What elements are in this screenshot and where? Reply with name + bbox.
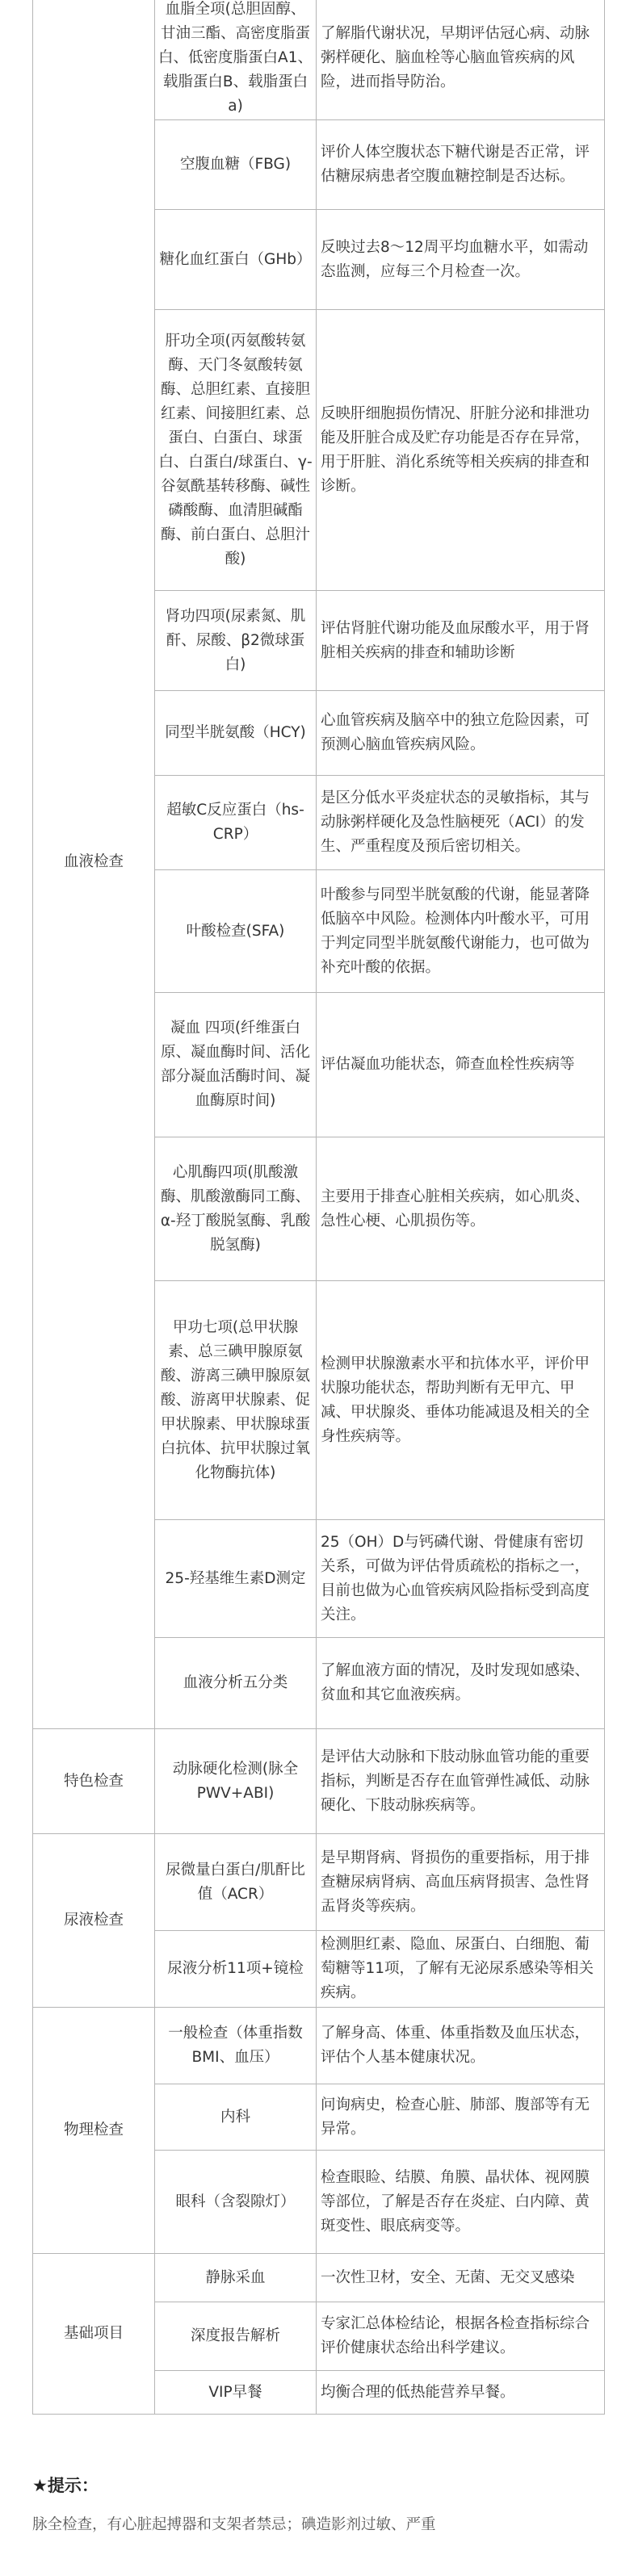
item-description-cell: 一次性卫材，安全、无菌、无交叉感染: [317, 2254, 605, 2302]
category-cell: 血液检查: [33, 0, 155, 1729]
item-name-cell: VIP早餐: [155, 2371, 317, 2415]
item-description-cell: 是早期肾病、肾损伤的重要指标，用于排查糖尿病肾病、高血压病肾损害、急性肾盂肾炎等疾病。: [317, 1834, 605, 1931]
item-name-cell: 一般检查（体重指数BMI、血压）: [155, 2008, 317, 2084]
item-name-cell: 空腹血糖（FBG): [155, 120, 317, 210]
item-description-cell: 是区分低水平炎症状态的灵敏指标，其与动脉粥样硬化及急性脑梗死（ACI）的发生、严重程度及预后密切相关。: [317, 776, 605, 870]
exam-items-table: [32, 0, 605, 2415]
item-description-cell: 问询病史，检查心脏、肺部、腹部等有无异常。: [317, 2084, 605, 2151]
item-name-cell: 血脂全项(总胆固醇、甘油三酯、高密度脂蛋白、低密度脂蛋白A1、载脂蛋白B、载脂蛋白a): [155, 0, 317, 120]
item-description-cell: 了解血液方面的情况，及时发现如感染、贫血和其它血液疾病。: [317, 1638, 605, 1729]
item-name-cell: 甲功七项(总甲状腺素、总三碘甲腺原氨酸、游离三碘甲腺原氨酸、游离甲状腺素、促甲状腺素、甲状腺球蛋白抗体、抗甲状腺过氧化物酶抗体): [155, 1281, 317, 1520]
category-cell: 尿液检查: [33, 1834, 155, 2008]
item-name-cell: 尿液分析11项+镜检: [155, 1931, 317, 2008]
item-description-cell: 是评估大动脉和下肢动脉血管功能的重要指标，判断是否存在血管弹性减低、动脉硬化、下肢动脉疾病等。: [317, 1729, 605, 1834]
item-name-cell: 超敏C反应蛋白（hs-CRP）: [155, 776, 317, 870]
item-description-cell: 均衡合理的低热能营养早餐。: [317, 2371, 605, 2415]
category-cell: 物理检查: [33, 2008, 155, 2254]
item-description-cell: 评价人体空腹状态下糖代谢是否正常，评估糖尿病患者空腹血糖控制是否达标。: [317, 120, 605, 210]
item-description-cell: 检查眼睑、结膜、角膜、晶状体、视网膜等部位，了解是否存在炎症、白内障、黄斑变性、眼底病变等。: [317, 2151, 605, 2254]
item-description-cell: 了解身高、体重、体重指数及血压状态，评估个人基本健康状况。: [317, 2008, 605, 2084]
tips-text: 脉全检查，有心脏起搏器和支架者禁忌；碘造影剂过敏、严重: [32, 2516, 436, 2533]
item-description-cell: 25（OH）D与钙磷代谢、骨健康有密切关系，可做为评估骨质疏松的指标之一，目前也做为心血管疾病风险指标受到高度关注。: [317, 1520, 605, 1638]
item-description-cell: 心血管疾病及脑卒中的独立危险因素，可预测心脑血管疾病风险。: [317, 691, 605, 776]
item-description-cell: 检测甲状腺激素水平和抗体水平，评价甲状腺功能状态，帮助判断有无甲亢、甲减、甲状腺炎、垂体功能减退及相关的全身性疾病等。: [317, 1281, 605, 1520]
item-name-cell: 同型半胱氨酸（HCY): [155, 691, 317, 776]
item-name-cell: 心肌酶四项(肌酸激酶、肌酸激酶同工酶、α-羟丁酸脱氢酶、乳酸脱氢酶): [155, 1137, 317, 1281]
category-cell: 基础项目: [33, 2254, 155, 2415]
item-name-cell: 肾功四项(尿素氮、肌酐、尿酸、β2微球蛋白): [155, 591, 317, 691]
item-name-cell: 深度报告解析: [155, 2302, 317, 2371]
item-name-cell: 血液分析五分类: [155, 1638, 317, 1729]
item-name-cell: 尿微量白蛋白/肌酐比值（ACR）: [155, 1834, 317, 1931]
item-description-cell: 主要用于排查心脏相关疾病，如心肌炎、急性心梗、心肌损伤等。: [317, 1137, 605, 1281]
item-description-cell: 检测胆红素、隐血、尿蛋白、白细胞、葡萄糖等11项，了解有无泌尿系感染等相关疾病。: [317, 1931, 605, 2008]
tips-section: [32, 2472, 604, 2540]
item-description-cell: 叶酸参与同型半胱氨酸的代谢，能显著降低脑卒中风险。检测体内叶酸水平，可用于判定同型半胱氨酸代谢能力，也可做为补充叶酸的依据。: [317, 870, 605, 993]
item-name-cell: 凝血 四项(纤维蛋白原、凝血酶时间、活化部分凝血活酶时间、凝血酶原时间): [155, 993, 317, 1137]
item-name-cell: 静脉采血: [155, 2254, 317, 2302]
item-description-cell: 专家汇总体检结论，根据各检查指标综合评价健康状态给出科学建议。: [317, 2302, 605, 2371]
item-name-cell: 糖化血红蛋白（GHb）: [155, 210, 317, 310]
item-description-cell: 评估肾脏代谢功能及血尿酸水平，用于肾脏相关疾病的排查和辅助诊断: [317, 591, 605, 691]
item-description-cell: 评估凝血功能状态，筛查血栓性疾病等: [317, 993, 605, 1137]
tips-title: ★提示：: [32, 2476, 99, 2495]
item-name-cell: 肝功全项(丙氨酸转氨酶、天门冬氨酸转氨酶、总胆红素、直接胆红素、间接胆红素、总蛋白、白蛋白、球蛋白、白蛋白/球蛋白、γ-谷氨酰基转移酶、碱性磷酸酶、血清胆碱酯酶、前白蛋白、总胆汁酸): [155, 310, 317, 591]
item-name-cell: 内科: [155, 2084, 317, 2151]
category-cell: 特色检查: [33, 1729, 155, 1834]
item-description-cell: 反映肝细胞损伤情况、肝脏分泌和排泄功能及肝脏合成及贮存功能是否存在异常，用于肝脏、消化系统等相关疾病的排查和诊断。: [317, 310, 605, 591]
item-description-cell: 反映过去8～12周平均血糖水平，如需动态监测，应每三个月检查一次。: [317, 210, 605, 310]
item-name-cell: 叶酸检查(SFA): [155, 870, 317, 993]
item-description-cell: 了解脂代谢状况，早期评估冠心病、动脉粥样硬化、脑血栓等心脑血管疾病的风险，进而指导防治。: [317, 0, 605, 120]
item-name-cell: 眼科（含裂隙灯）: [155, 2151, 317, 2254]
item-name-cell: 25-羟基维生素D测定: [155, 1520, 317, 1638]
item-name-cell: 动脉硬化检测(脉全PWV+ABI): [155, 1729, 317, 1834]
